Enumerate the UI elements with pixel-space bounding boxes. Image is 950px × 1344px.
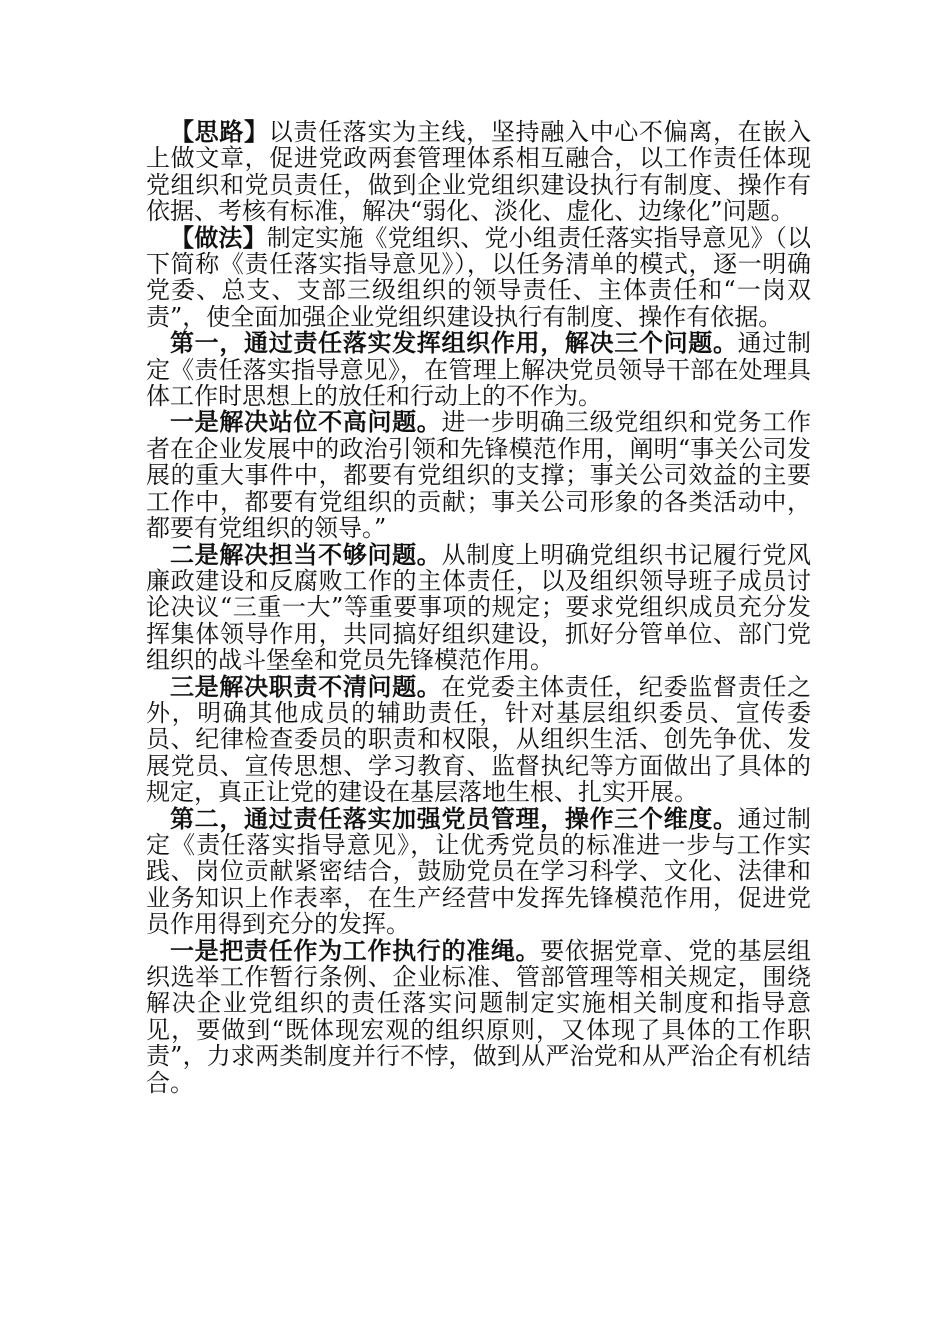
paragraph-text: 从制度上明确党组织书记履行党风廉政建设和反腐败工作的主体责任，以及组织领导班子成员讨论决议“三重一大”等重要事项的规定；要求党组织成员充分发挥集体领导作用，共同搞好组织建设，抓好分管单位、部门党组织的战斗堡垒和党员先锋模范作用。: [146, 540, 812, 675]
paragraph-lead: 第二，通过责任落实加强党员管理，操作三个维度。: [170, 803, 738, 833]
paragraph-first-point: [146, 330, 811, 409]
paragraph-silu: [146, 119, 811, 225]
paragraph-text: 要依据党章、党的基层组织选举工作暂行条例、企业标准、管部管理等相关规定，围绕解决企业党组织的责任落实问题制定实施相关制度和指导意见，要做到“既体现宏观的组织原则，又体现了具体的工作职责”，力求两类制度并行不悖，做到从严治党和从严治企有机结合。: [146, 936, 812, 1097]
paragraph-item-1: [146, 409, 811, 541]
document-body: [146, 119, 811, 1096]
paragraph-second-point: [146, 803, 812, 939]
paragraph-lead: 【做法】: [170, 222, 267, 252]
paragraph-text: 通过制定《责任落实指导意见》，在管理上解决党员领导干部在处理具体工作时思想上的放任和行动上的不作为。: [146, 329, 812, 411]
paragraph-lead: 三是解决职责不清问题。: [170, 671, 442, 701]
paragraph-lead: 【思路】: [170, 117, 269, 146]
paragraph-text: 通过制定《责任落实指导意见》，让优秀党员的标准进一步与工作实践、岗位贡献紧密结合，鼓励党员在学习科学、文化、法律和业务知识上作表率，在生产经营中发挥先锋模范作用，促进党员作用得到充分的发挥。: [146, 804, 812, 939]
paragraph-item-4: [146, 935, 812, 1097]
paragraph-text: 制定实施《党组织、党小组责任落实指导意见》（以下简称《责任落实指导意见》），以任务清单的模式，逐一明确党委、总支、支部三级组织的领导责任、主体责任和“一岗双责”，使全面加强企业党组织建设执行有制度、操作有依据。: [146, 223, 812, 331]
paragraph-lead: 第一，通过责任落实发挥组织作用，解决三个问题。: [170, 328, 738, 358]
paragraph-lead: 一是解决站位不高问题。: [170, 407, 442, 437]
paragraph-lead: 一是把责任作为工作执行的准绳。: [170, 935, 541, 965]
paragraph-item-3: [146, 671, 812, 807]
paragraph-text: 以责任落实为主线，坚持融入中心不偏离，在嵌入上做文章，促进党政两套管理体系相互融合，以工作责任体现党组织和党员责任，做到企业党组织建设执行有制度、操作有依据、考核有标准，解决“弱化、淡化、虚化、边缘化”问题。: [146, 118, 812, 226]
paragraph-text: 在党委主体责任，纪委监督责任之外，明确其他成员的辅助责任，针对基层组织委员、宣传委员、纪律检查委员的职责和权限，从组织生活、创先争优、发展党员、宣传思想、学习教育、监督执纪等方面做出了具体的规定，真正让党的建设在基层落地生根、扎实开展。: [146, 672, 812, 807]
paragraph-lead: 二是解决担当不够问题。: [170, 539, 442, 569]
paragraph-zuofa: [146, 222, 812, 331]
paragraph-item-2: [146, 539, 812, 675]
paragraph-text: 进一步明确三级党组织和党务工作者在企业发展中的政治引领和先锋模范作用，阐明“事关公司发展的重大事件中，都要有党组织的支撑；事关公司效益的主要工作中，都要有党组织的贡献；事关公司形象的各类活动中，都要有党组织的领导。”: [146, 408, 812, 543]
